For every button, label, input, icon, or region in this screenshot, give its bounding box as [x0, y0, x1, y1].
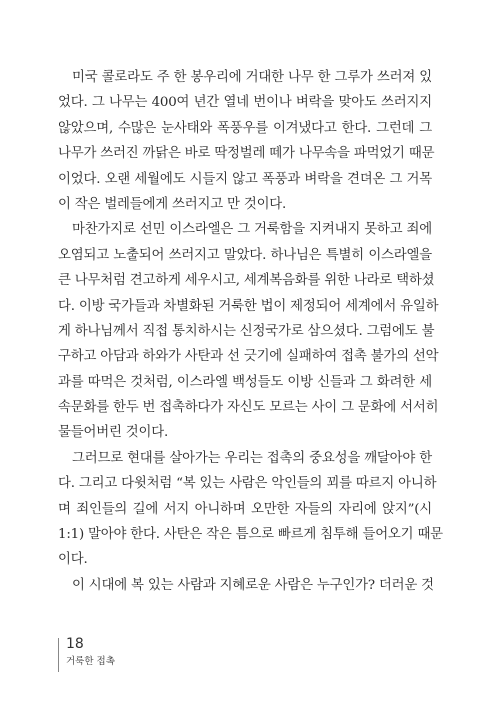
page-number: 18	[66, 636, 84, 652]
footer-divider	[58, 638, 59, 672]
text-line: 1:1) 말아야 한다. 사탄은 작은 틈으로 빠르게 침투해 들어오기 때문	[58, 527, 443, 543]
running-title: 거룩한 접촉	[66, 656, 115, 667]
text-line: 그러므로 현대를 살아가는 우리는 접촉의 중요성을 깨달아야 한	[72, 450, 432, 466]
text-line: 물들어버린 것이다.	[58, 425, 168, 441]
text-line: 며 죄인들의 길에 서지 아니하며 오만한 자들의 자리에 앉지”(시	[58, 501, 432, 517]
text-line: 이었다. 오랜 세월에도 시들지 않고 폭풍과 벼락을 견뎌온 그 거목	[58, 171, 432, 187]
text-line: 않았으며, 수많은 눈사태와 폭풍우를 이겨냈다고 한다. 그런데 그	[58, 120, 432, 136]
text-line: 었다. 그 나무는 400여 년간 열네 번이나 벼락을 맞아도 쓰러지지	[58, 95, 432, 111]
text-line: 마찬가지로 선민 이스라엘은 그 거룩함을 지켜내지 못하고 죄에	[72, 222, 432, 238]
text-line: 이 시대에 복 있는 사람과 지혜로운 사람은 누구인가? 더러운 것	[72, 577, 434, 593]
text-line: 나무가 쓰러진 까닭은 바로 딱정벌레 떼가 나무속을 파먹었기 때문	[58, 146, 435, 162]
text-line: 과를 따먹은 것처럼, 이스라엘 백성들도 이방 신들과 그 화려한 세	[58, 374, 432, 390]
text-line: 다. 그리고 다윗처럼 “복 있는 사람은 악인들의 꾀를 따르지 아니하	[58, 476, 437, 492]
text-line: 큰 나무처럼 견고하게 세우시고, 세계복음화를 위한 나라로 택하셨	[58, 273, 435, 289]
text-line: 오염되고 노출되어 쓰러지고 말았다. 하나님은 특별히 이스라엘을	[58, 247, 432, 263]
page-footer	[58, 636, 178, 672]
text-line: 다. 이방 국가들과 차별화된 거룩한 법이 제정되어 세계에서 유일하	[58, 298, 439, 314]
text-line: 이다.	[58, 552, 88, 568]
text-line: 게 하나님께서 직접 통치하시는 신정국가로 삼으셨다. 그럼에도 불	[58, 323, 435, 339]
text-line: 구하고 아담과 하와가 사탄과 선 긋기에 실패하여 접촉 불가의 선악	[58, 349, 439, 365]
text-line: 속문화를 한두 번 접촉하다가 자신도 모르는 사이 그 문화에 서서히	[58, 400, 439, 416]
text-line: 미국 콜로라도 주 한 봉우리에 거대한 나무 한 그루가 쓰러져 있	[72, 70, 432, 85]
text-line: 이 작은 벌레들에게 쓰러지고 만 것이다.	[58, 196, 287, 212]
body-text	[58, 65, 443, 598]
